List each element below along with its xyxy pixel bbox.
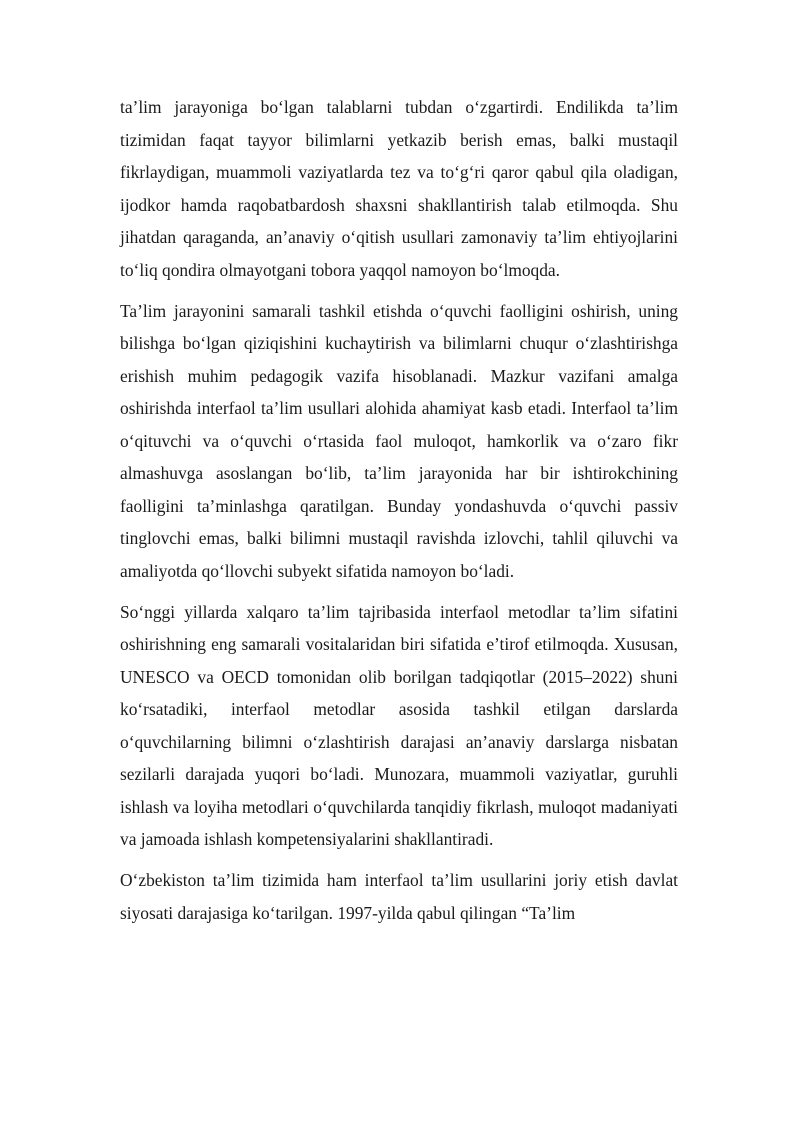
paragraph: So‘nggi yillarda xalqaro ta’lim tajribasida interfaol metodlar ta’lim sifatini oshirishning eng samarali vositalaridan biri sifatida e’tirof etilmoqda. Xususan, UNESCO va OECD tomonidan olib borilgan tadqiqotlar (2015–2022) shuni ko‘rsatadiki, interfaol metodlar asosida tashkil etilgan darslarda o‘quvchilarning bilimni o‘zlashtirish darajasi an’anaviy darslarga nisbatan sezilarli darajada yuqori bo‘ladi. Munozara, muammoli vaziyatlar, guruhli ishlash va loyiha metodlari o‘quvchilarda tanqidiy fikrlash, muloqot madaniyati va jamoada ishlash kompetensiyalarini shakllantiradi. [120,601,678,849]
paragraph: O‘zbekiston ta’lim tizimida ham interfaol ta’lim usullarini joriy etish davlat siyosati darajasiga ko‘tarilgan. 1997-yilda qabul qilingan “Ta’lim [120,870,678,923]
document-body [120,91,678,938]
paragraph: Ta’lim jarayonini samarali tashkil etishda o‘quvchi faolligini oshirish, uning bilishga bo‘lgan qiziqishini kuchaytirish va bilimlarni chuqur o‘zlashtirishga erishish muhim pedagogik vazifa hisoblanadi. Mazkur vazifani amalga oshirishda interfaol ta’lim usullari alohida ahamiyat kasb etadi. Interfaol ta’lim o‘qituvchi va o‘quvchi o‘rtasida faol muloqot, hamkorlik va o‘zaro fikr almashuvga asoslangan bo‘lib, ta’lim jarayonida har bir ishtirokchining faolligini ta’minlashga qaratilgan. Bunday yondashuvda o‘quvchi passiv tinglovchi emas, balki bilimni mustaqil ravishda izlovchi, tahlil qiluvchi va amaliyotda qo‘llovchi subyekt sifatida namoyon bo‘ladi. [120,300,678,581]
paragraph: ta’lim jarayoniga bo‘lgan talablarni tubdan o‘zgartirdi. Endilikda ta’lim tizimidan faqat tayyor bilimlarni yetkazib berish emas, balki mustaqil fikrlaydigan, muammoli vaziyatlarda tez va to‘g‘ri qaror qabul qila oladigan, ijodkor hamda raqobatbardosh shaxsni shakllantirish talab etilmoqda. Shu jihatdan qaraganda, an’anaviy o‘qitish usullari zamonaviy ta’lim ehtiyojlarini to‘liq qondira olmayotgani tobora yaqqol namoyon bo‘lmoqda. [120,97,678,280]
